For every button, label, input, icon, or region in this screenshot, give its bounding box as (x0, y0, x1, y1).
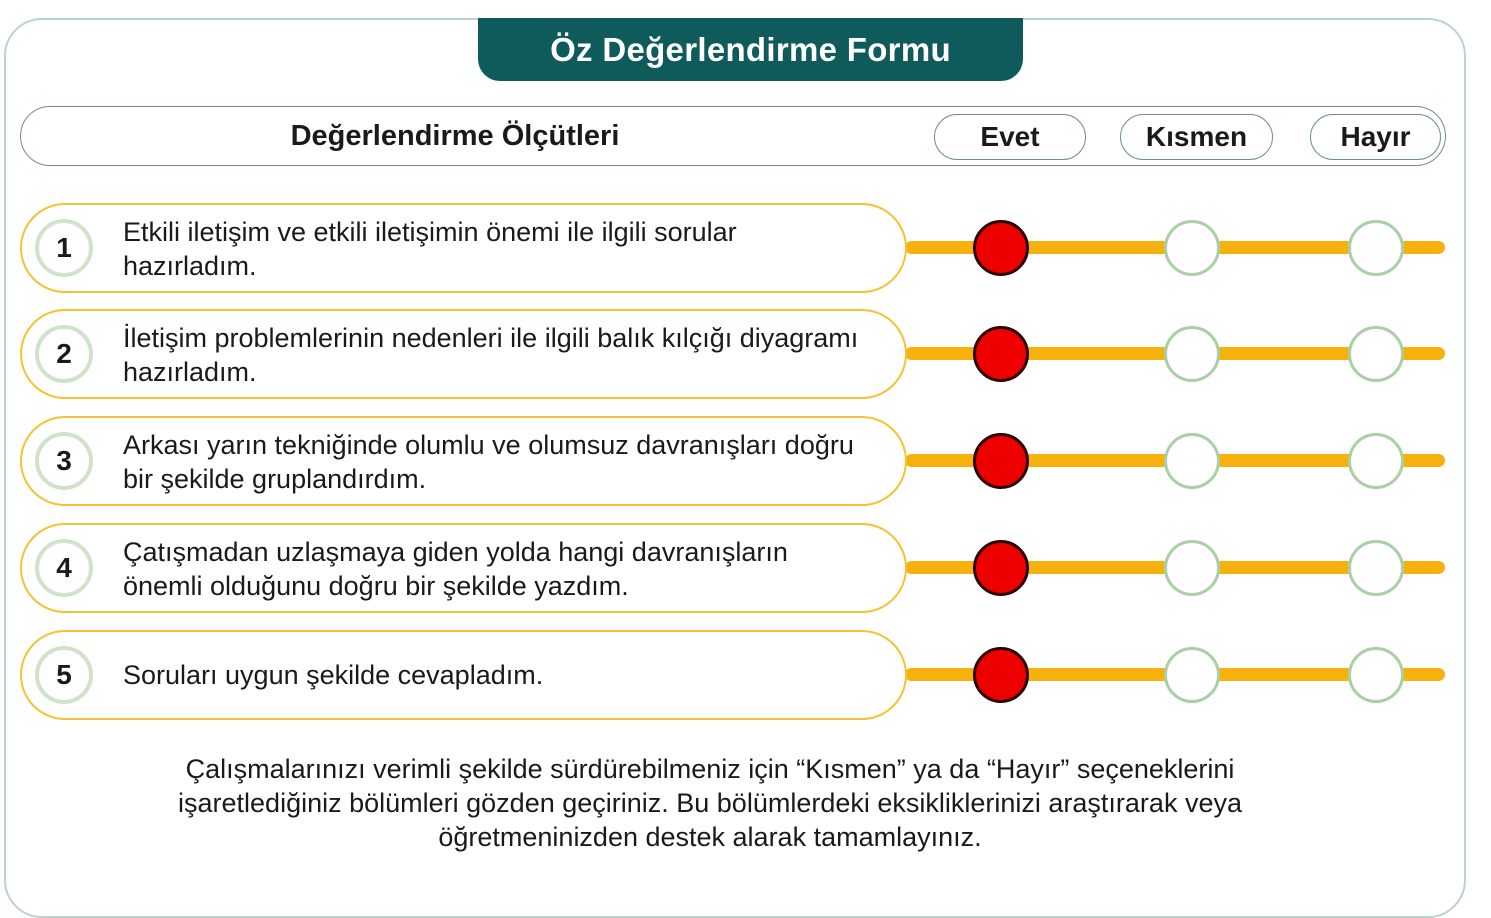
radio-kismen[interactable] (1164, 647, 1220, 703)
criterion-text (123, 215, 893, 283)
criterion-number: 4 (35, 539, 93, 597)
radio-evet-selected[interactable] (973, 220, 1029, 276)
radio-hayir[interactable] (1348, 220, 1404, 276)
criteria-heading: Değerlendirme Ölçütleri (290, 120, 620, 152)
criterion-text-line1: Çatışmadan uzlaşmaya giden yolda hangi davranışların (123, 537, 788, 567)
criterion-text-line2: bir şekilde gruplandırdım. (123, 464, 427, 494)
option-header-hayir: Hayır (1310, 114, 1441, 160)
footer-line1: Çalışmalarınızı verimli şekilde sürdürebilmeniz için “Kısmen” ya da “Hayır” seçeneklerini (185, 754, 1235, 784)
criterion-text-line1: Arkası yarın tekniğinde olumlu ve olumsuz davranışları doğru (123, 430, 854, 460)
form-title: Öz Değerlendirme Formu (478, 18, 1023, 81)
radio-hayir[interactable] (1348, 326, 1404, 382)
criterion-text-line2: önemli olduğunu doğru bir şekilde yazdım. (123, 571, 629, 601)
criterion-row-1 (0, 203, 1491, 293)
criterion-row-5 (0, 630, 1491, 720)
criterion-box (20, 523, 907, 613)
criterion-text (123, 321, 893, 389)
footer-instructions (110, 752, 1310, 854)
criterion-text-line2: hazırladım. (123, 251, 257, 281)
radio-evet-selected[interactable] (973, 433, 1029, 489)
radio-evet-selected[interactable] (973, 326, 1029, 382)
footer-line3: öğretmeninizden destek alarak tamamlayınız. (438, 822, 982, 852)
radio-hayir[interactable] (1348, 647, 1404, 703)
criterion-number: 3 (35, 432, 93, 490)
criterion-number: 2 (35, 325, 93, 383)
radio-hayir[interactable] (1348, 433, 1404, 489)
criterion-text-line1: Soruları uygun şekilde cevapladım. (123, 660, 544, 690)
criterion-text (123, 658, 893, 692)
criterion-row-2 (0, 309, 1491, 399)
criterion-text-line2: hazırladım. (123, 357, 257, 387)
radio-hayir[interactable] (1348, 540, 1404, 596)
criterion-text (123, 428, 893, 496)
radio-kismen[interactable] (1164, 433, 1220, 489)
footer-line2: işaretlediğiniz bölümleri gözden geçiriniz. Bu bölümlerdeki eksikliklerinizi araştırarak veya (178, 788, 1242, 818)
radio-kismen[interactable] (1164, 540, 1220, 596)
criterion-row-4 (0, 523, 1491, 613)
criterion-number: 5 (35, 646, 93, 704)
option-header-kismen: Kısmen (1120, 114, 1273, 160)
criterion-box (20, 416, 907, 506)
criterion-text-line1: İletişim problemlerinin nedenleri ile ilgili balık kılçığı diyagramı (123, 323, 859, 353)
criterion-box (20, 203, 907, 293)
radio-kismen[interactable] (1164, 220, 1220, 276)
criterion-text (123, 535, 893, 603)
criterion-number: 1 (35, 219, 93, 277)
radio-kismen[interactable] (1164, 326, 1220, 382)
option-header-evet: Evet (934, 114, 1086, 160)
criterion-box (20, 309, 907, 399)
radio-evet-selected[interactable] (973, 647, 1029, 703)
criterion-box (20, 630, 907, 720)
radio-evet-selected[interactable] (973, 540, 1029, 596)
criterion-row-3 (0, 416, 1491, 506)
criterion-text-line1: Etkili iletişim ve etkili iletişimin önemi ile ilgili sorular (123, 217, 737, 247)
criteria-header (20, 106, 1446, 166)
